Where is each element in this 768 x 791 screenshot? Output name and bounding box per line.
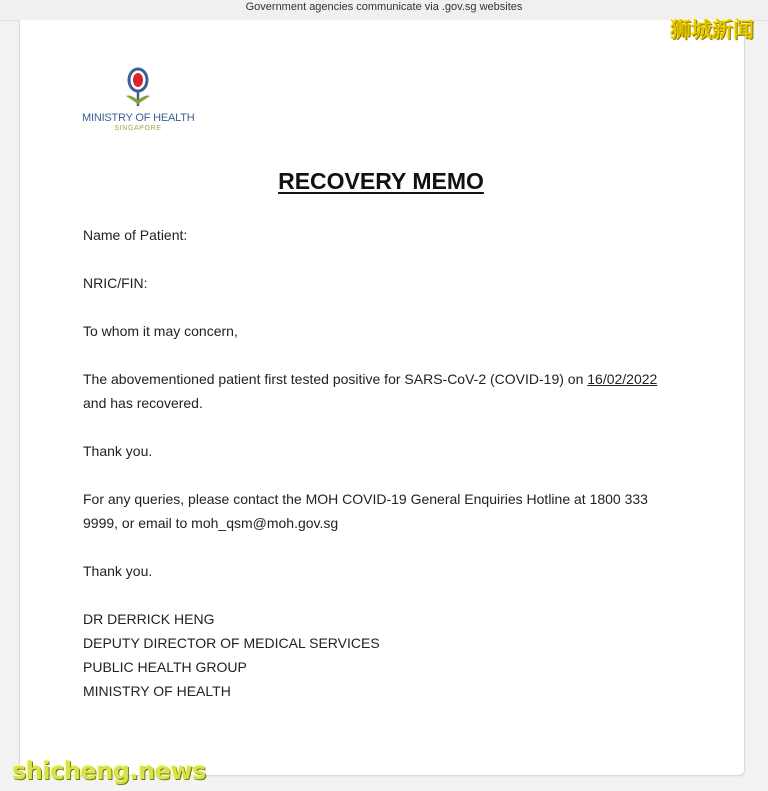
memo-title: RECOVERY MEMO [278,168,484,194]
body-line-2: and has recovered. [83,395,203,411]
gov-banner-text: Government agencies communicate via .gov.sg websites [245,1,523,13]
signatory-ministry: MINISTRY OF HEALTH [83,683,231,699]
salutation: To whom it may concern, [83,323,238,339]
signatory-position: DEPUTY DIRECTOR OF MEDICAL SERVICES [83,635,380,651]
signatory-group: PUBLIC HEALTH GROUP [83,659,247,675]
gov-banner [0,0,768,21]
positive-test-date: 16/02/2022 [587,371,658,387]
logo-country-text: SINGAPORE [114,125,162,132]
signatory-name: DR DERRICK HENG [83,611,215,627]
body-line-1 [83,367,657,391]
body-line-1-text: The abovementioned patient first tested positive for SARS-CoV-2 (COVID-19) on [83,371,588,387]
moh-emblem-icon [120,66,156,110]
watermark-chinese: 狮城新闻 [670,18,754,42]
queries-line-2: 9999, or email to moh_qsm@moh.gov.sg [83,515,339,531]
logo-org-text: MINISTRY OF HEALTH [82,112,195,124]
queries-line-1: For any queries, please contact the MOH COVID-19 General Enquiries Hotline at 1800 333 [83,491,648,507]
nric-label: NRIC/FIN: [83,275,148,291]
watermark-site: shicheng.news [12,757,206,785]
moh-logo [82,66,202,138]
patient-name-label: Name of Patient: [83,227,188,243]
thank-you-1: Thank you. [83,443,153,459]
thank-you-2: Thank you. [83,563,153,579]
